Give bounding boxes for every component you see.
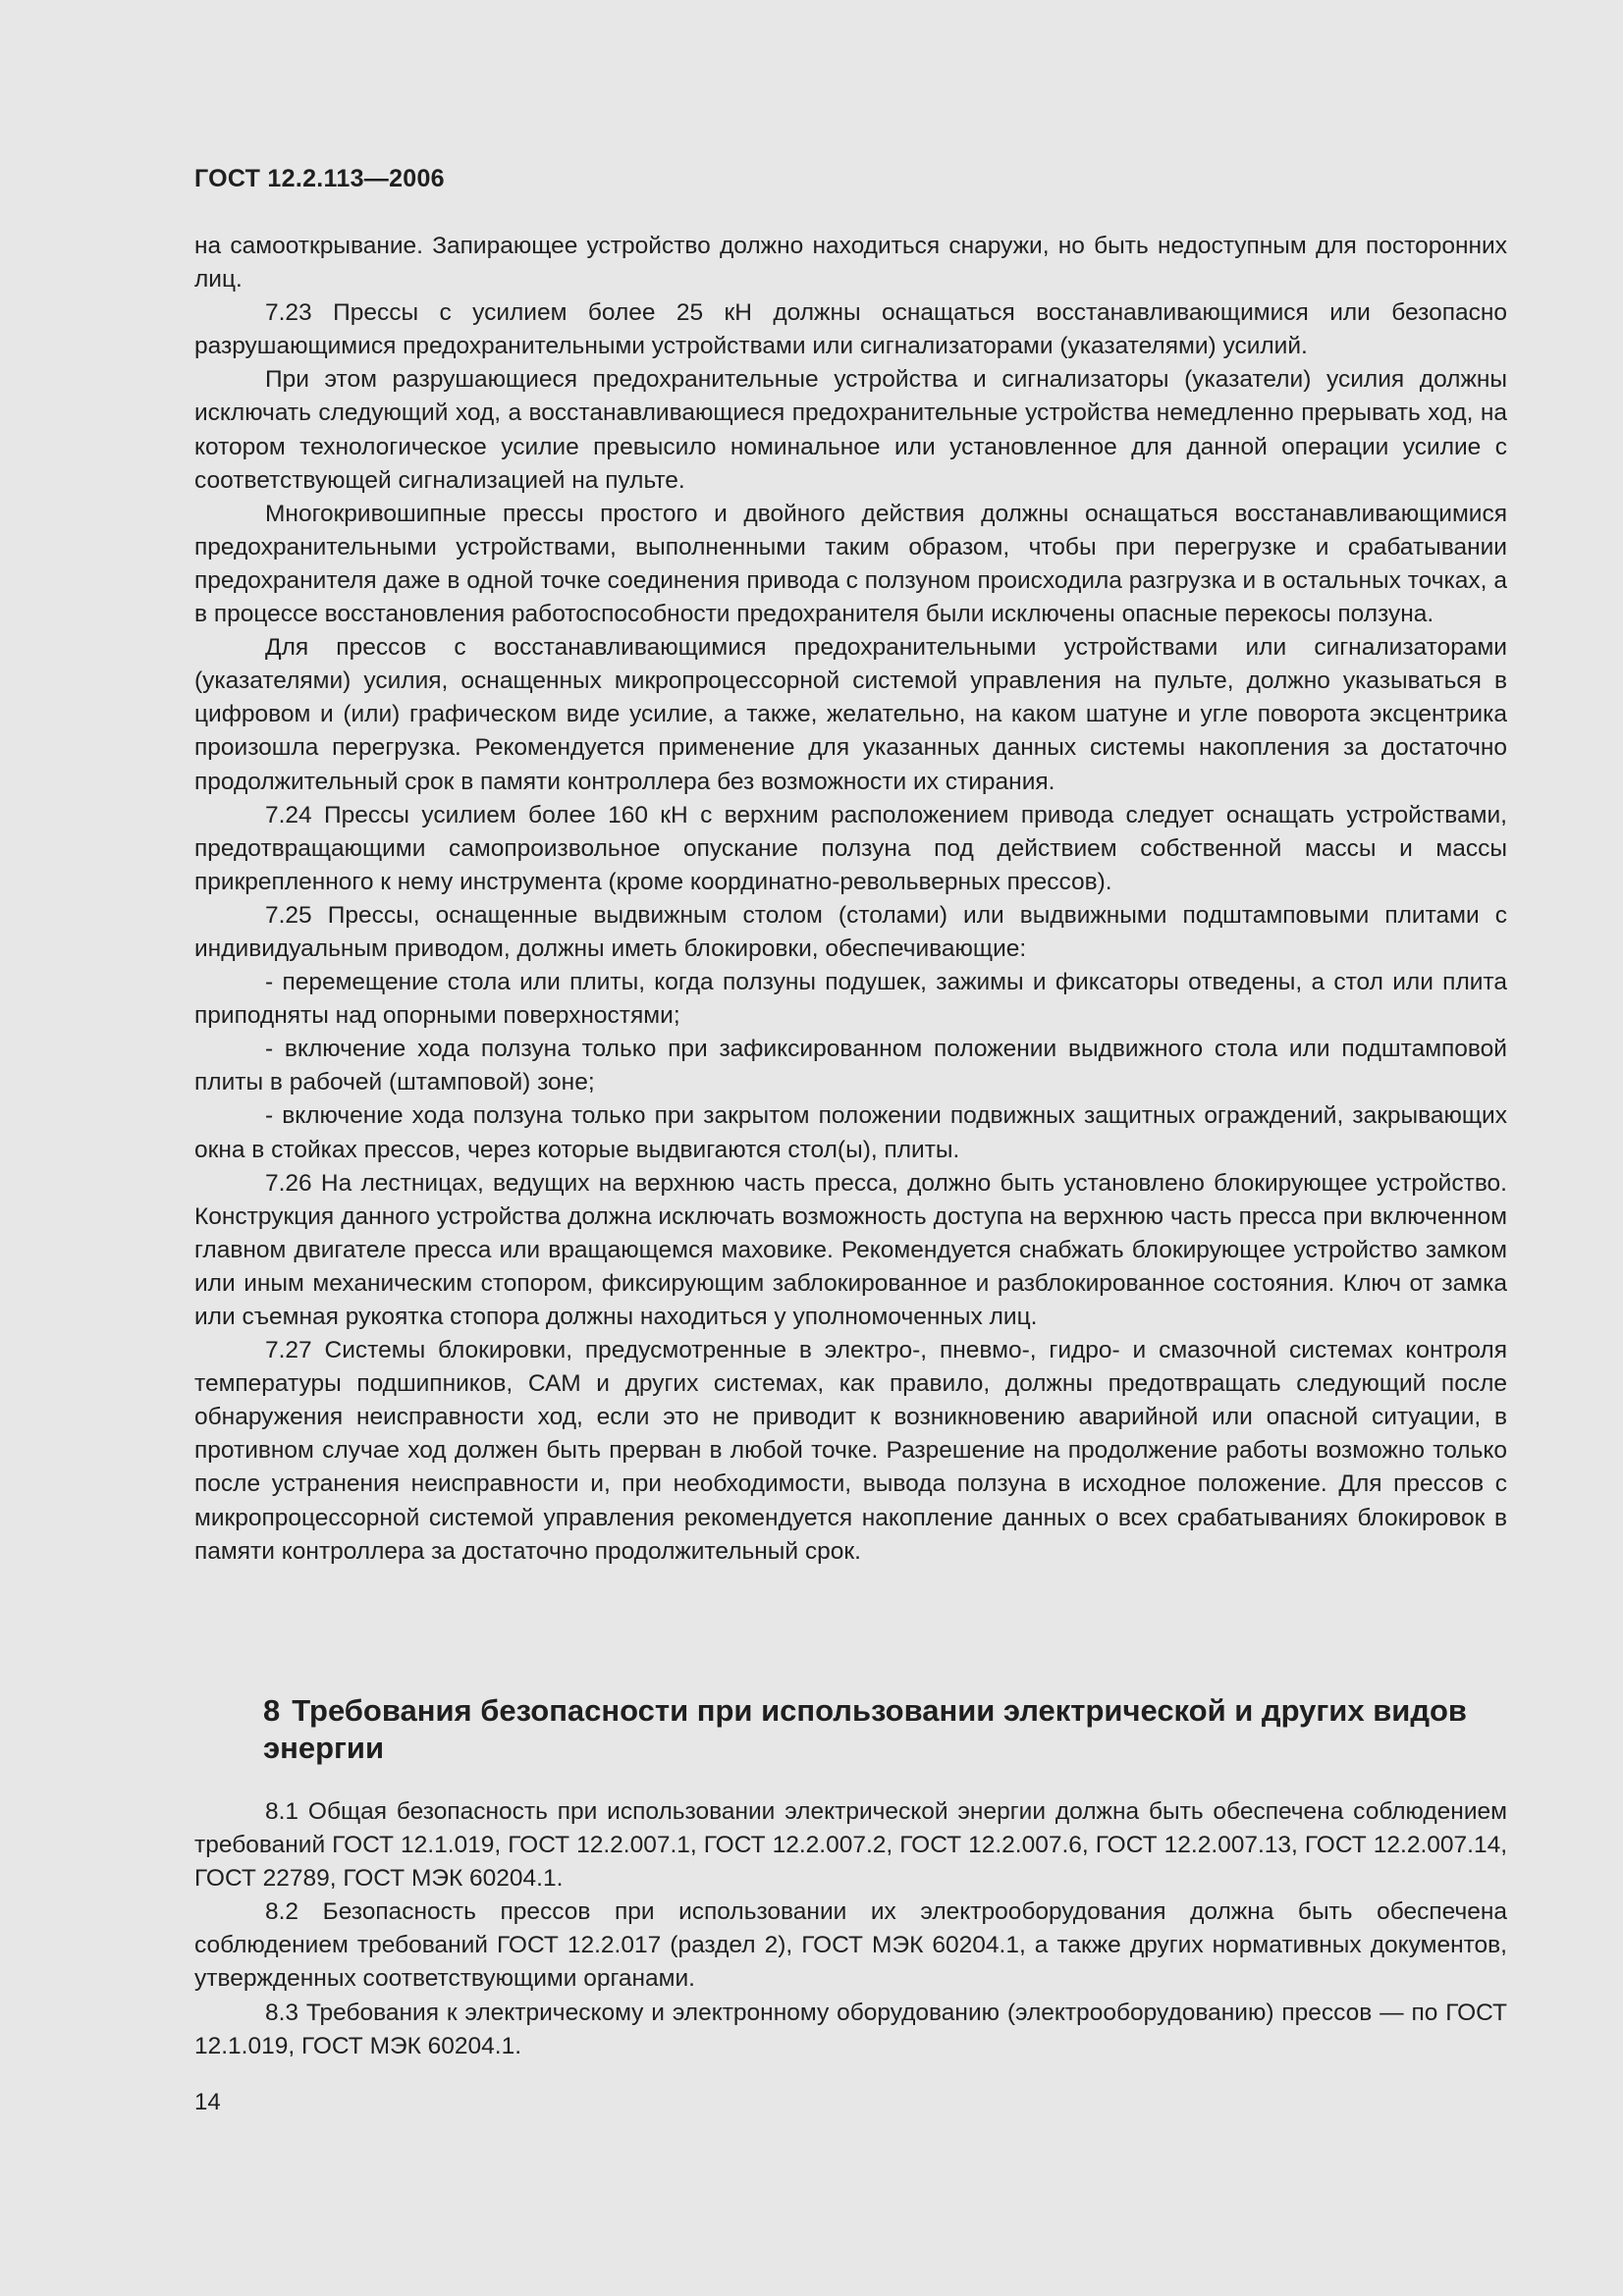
section-title: Требования безопасности при использовании электрической и других видов энергии xyxy=(263,1693,1467,1765)
section-heading xyxy=(263,1692,1507,1767)
paragraph-8-3: 8.3 Требования к электрическому и электронному оборудованию (электрооборудованию) прессов — по ГОСТ 12.1.019, ГОСТ МЭК 60204.1. xyxy=(194,1999,1507,2059)
paragraph: Для прессов с восстанавливающимися предохранительными устройствами или сигнализаторами (указателями) усилия, оснащенных микропроцессорной системой управления на пульте, должно указываться в цифровом и (или) графическом виде усилие, а также, желательно, на каком шатуне и угле поворота эксцентрика произошла перегрузка. Рекомендуется применение для указанных данных системы накопления за достаточно продолжительный срок в памяти контроллера без возможности их стирания. xyxy=(194,634,1507,795)
paragraph: Многокривошипные прессы простого и двойного действия должны оснащаться восстанавливающимися предохранительными устройствами, выполненными таким образом, чтобы при перегрузке и срабатывании предохранителя даже в одной точке соединения привода с ползуном происходила разгрузка и в остальных точках, а в процессе восстановления работоспособности предохранителя были исключены опасные перекосы ползуна. xyxy=(194,500,1507,628)
page-number: 14 xyxy=(194,2089,221,2115)
paragraph-7-26: 7.26 На лестницах, ведущих на верхнюю часть пресса, должно быть установлено блокирующее устройство. Конструкция данного устройства должна исключать возможность доступа на верхнюю часть пресса при включенном главном двигателе пресса или вращающемся маховике. Рекомендуется снабжать блокирующее устройство замком или иным механическим стопором, фиксирующим заблокированное и разблокированное состояния. Ключ от замка или съемная рукоятка стопора должны находиться у уполномоченных лиц. xyxy=(194,1169,1507,1330)
list-item: - включение хода ползуна только при зафиксированном положении выдвижного стола или подштамповой плиты в рабочей (штамповой) зоне; xyxy=(194,1036,1507,1096)
section-text-block xyxy=(194,1795,1507,2063)
paragraph-7-24: 7.24 Прессы усилием более 160 кН с верхним расположением привода следует оснащать устройствами, предотвращающими самопроизвольное опускание ползуна под действием собственной массы и массы прикрепленного к нему инструмента (кроме координатно-револьверных прессов). xyxy=(194,801,1507,895)
paragraph: При этом разрушающиеся предохранительные устройства и сигнализаторы (указатели) усилия должны исключать следующий ход, а восстанавливающиеся предохранительные устройства немедленно прерывать ход, на котором технологическое усилие превысило номинальное или установленное для данной операции усилие с соответствующей сигнализацией на пульте. xyxy=(194,366,1507,494)
document-header: ГОСТ 12.2.113—2006 xyxy=(194,165,445,192)
paragraph-8-1: 8.1 Общая безопасность при использовании электрической энергии должна быть обеспечена соблюдением требований ГОСТ 12.1.019, ГОСТ 12.2.007.1, ГОСТ 12.2.007.2, ГОСТ 12.2.007.6, ГОСТ 12.2.007.13, ГОСТ 12.2.007.14, ГОСТ 22789, ГОСТ МЭК 60204.1. xyxy=(194,1798,1507,1893)
main-text-block xyxy=(194,230,1507,1569)
list-item: - включение хода ползуна только при закрытом положении подвижных защитных ограждений, закрывающих окна в стойках прессов, через которые выдвигаются стол(ы), плиты. xyxy=(194,1102,1507,1163)
paragraph-7-23: 7.23 Прессы с усилием более 25 кН должны оснащаться восстанавливающимися или безопасно разрушающимися предохранительными устройствами или сигнализаторами (указателями) усилий. xyxy=(194,299,1507,360)
paragraph: на самооткрывание. Запирающее устройство должно находиться снаружи, но быть недоступным для посторонних лиц. xyxy=(194,233,1507,294)
section-number: 8 xyxy=(263,1693,281,1728)
list-item: - перемещение стола или плиты, когда ползуны подушек, зажимы и фиксаторы отведены, а стол или плита приподняты над опорными поверхностями; xyxy=(194,969,1507,1030)
paragraph-7-25: 7.25 Прессы, оснащенные выдвижным столом (столами) или выдвижными подштамповыми плитами с индивидуальным приводом, должны иметь блокировки, обеспечивающие: xyxy=(194,901,1507,962)
paragraph-8-2: 8.2 Безопасность прессов при использовании их электрооборудования должна быть обеспечена соблюдением требований ГОСТ 12.2.017 (раздел 2), ГОСТ МЭК 60204.1, а также других нормативных документов, утвержденных соответствующими органами. xyxy=(194,1898,1507,1993)
paragraph-7-27: 7.27 Системы блокировки, предусмотренные в электро-, пневмо-, гидро- и смазочной системах контроля температуры подшипников, САМ и других системах, как правило, должны предотвращать следующий после обнаружения неисправности ход, если это не приводит к возникновению аварийной или опасной ситуации, в противном случае ход должен быть прерван в любой точке. Разрешение на продолжение работы возможно только после устранения неисправности и, при необходимости, вывода ползуна в исходное положение. Для прессов с микропроцессорной системой управления рекомендуется накопление данных о всех срабатываниях блокировок в памяти контроллера за достаточно продолжительный срок. xyxy=(194,1337,1507,1565)
